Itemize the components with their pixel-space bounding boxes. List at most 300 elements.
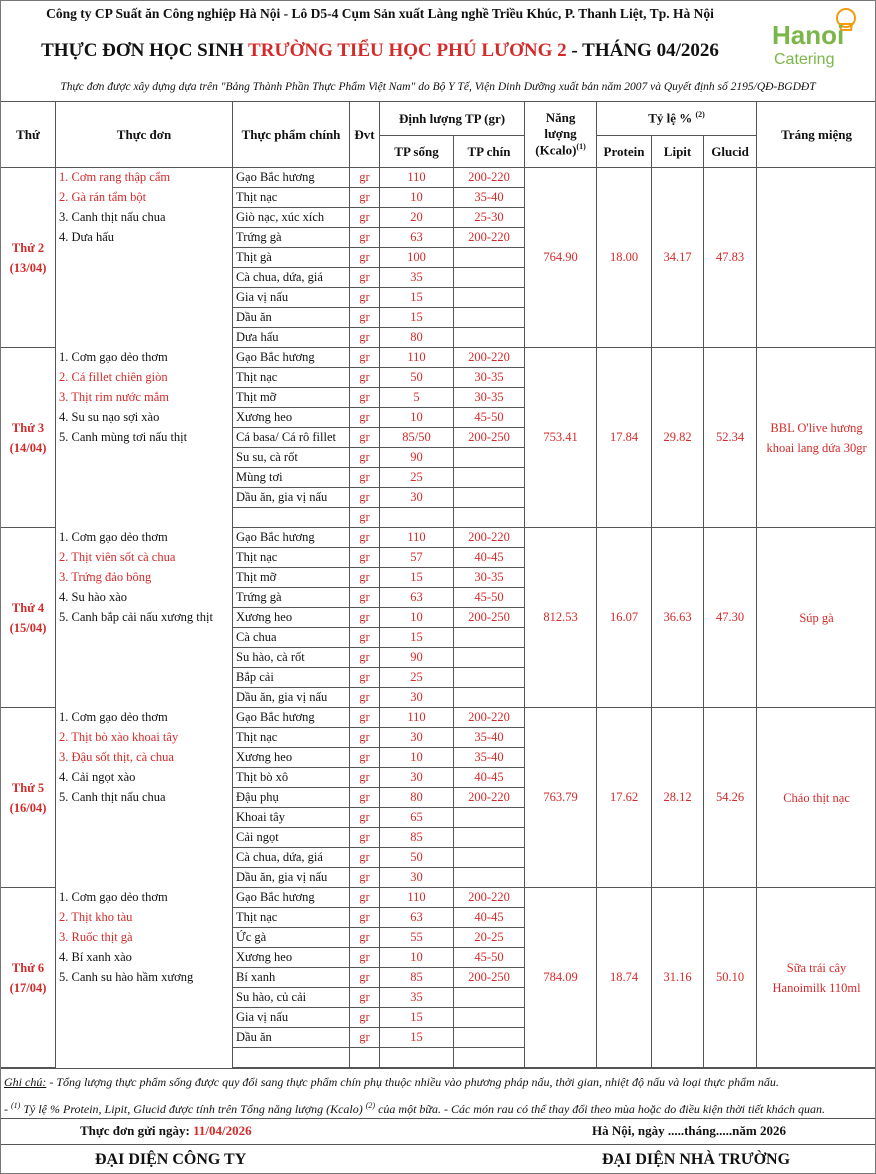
- table-row: [1, 708, 876, 728]
- ingredient-cell: [233, 1048, 350, 1068]
- raw-qty-cell: 110: [380, 348, 454, 368]
- col-ty-le: [597, 102, 757, 136]
- rep-school: ĐẠI DIỆN NHÀ TRƯỜNG: [602, 1151, 791, 1168]
- cooked-qty-cell: 35-40: [454, 188, 525, 208]
- dish-cell: [56, 268, 233, 288]
- place-date: Hà Nội, ngày .....tháng.....năm 2026: [592, 1123, 786, 1138]
- ingredient-cell: Thịt nạc: [233, 908, 350, 928]
- ingredient-cell: Gạo Bắc hương: [233, 888, 350, 908]
- ingredient-cell: Xương heo: [233, 608, 350, 628]
- dessert-cell: Sữa trái cây Hanoimilk 110ml: [757, 888, 876, 1068]
- unit-cell: gr: [350, 168, 380, 188]
- ingredient-cell: Dầu ăn, gia vị nấu: [233, 688, 350, 708]
- raw-qty-cell: 90: [380, 448, 454, 468]
- col-tp-chin: TP chín: [454, 136, 525, 168]
- col-nang-luong: [525, 102, 597, 168]
- col-nang-luong-label: Năng lượng (Kcalo): [535, 110, 577, 158]
- table-row: [1, 168, 876, 188]
- unit-cell: gr: [350, 768, 380, 788]
- cooked-qty-cell: 200-250: [454, 608, 525, 628]
- day-date: (16/04): [9, 800, 47, 815]
- day-cell: [1, 168, 56, 348]
- dessert-cell: [757, 168, 876, 348]
- dish-cell: 2. Thịt viên sốt cà chua: [56, 548, 233, 568]
- cooked-qty-cell: 200-220: [454, 528, 525, 548]
- raw-qty-cell: 15: [380, 1028, 454, 1048]
- raw-qty-cell: 10: [380, 608, 454, 628]
- ingredient-cell: Cải ngọt: [233, 828, 350, 848]
- col-nang-luong-sup: (1): [576, 142, 586, 152]
- dish-cell: 3. Thịt rim nước mắm: [56, 388, 233, 408]
- cooked-qty-cell: 30-35: [454, 568, 525, 588]
- ingredient-cell: Cá basa/ Cá rô fillet: [233, 428, 350, 448]
- subtitle-note: Thực đơn được xây dựng dựa trên "Bảng Thành Phần Thực Phẩm Việt Nam" do Bộ Y Tế, Viện Dinh Dưỡng xuất bản năm 2007 và Quyết định số 2195/QĐ-BGDĐT: [60, 81, 816, 93]
- cooked-qty-cell: [454, 828, 525, 848]
- raw-qty-cell: 10: [380, 188, 454, 208]
- ingredient-cell: Thịt gà: [233, 248, 350, 268]
- raw-qty-cell: 100: [380, 248, 454, 268]
- unit-cell: gr: [350, 728, 380, 748]
- raw-qty-cell: 30: [380, 688, 454, 708]
- ingredient-cell: Thịt mỡ: [233, 388, 350, 408]
- ingredient-cell: Xương heo: [233, 948, 350, 968]
- ingredient-cell: Mùng tơi: [233, 468, 350, 488]
- unit-cell: gr: [350, 508, 380, 528]
- ingredient-cell: Gạo Bắc hương: [233, 708, 350, 728]
- cooked-qty-cell: [454, 988, 525, 1008]
- note-2-prefix: -: [4, 1102, 11, 1116]
- dessert-cell: Súp gà: [757, 528, 876, 708]
- dish-cell: [56, 1008, 233, 1028]
- raw-qty-cell: 15: [380, 628, 454, 648]
- unit-cell: gr: [350, 888, 380, 908]
- dish-cell: 1. Cơm gạo dẻo thơm: [56, 708, 233, 728]
- protein-cell: 17.84: [597, 348, 652, 528]
- unit-cell: gr: [350, 1028, 380, 1048]
- unit-cell: gr: [350, 208, 380, 228]
- title-part1: THỰC ĐƠN HỌC SINH: [41, 40, 249, 61]
- ingredient-cell: Dầu ăn: [233, 1028, 350, 1048]
- cooked-qty-cell: 35-40: [454, 728, 525, 748]
- dessert-cell: Cháo thịt nạc: [757, 708, 876, 888]
- raw-qty-cell: 85: [380, 968, 454, 988]
- ingredient-cell: Dầu ăn: [233, 308, 350, 328]
- raw-qty-cell: 63: [380, 908, 454, 928]
- unit-cell: gr: [350, 968, 380, 988]
- cooked-qty-cell: 200-220: [454, 168, 525, 188]
- table-row: [1, 348, 876, 368]
- col-ty-le-sup: (2): [695, 110, 705, 120]
- unit-cell: gr: [350, 948, 380, 968]
- dish-cell: 5. Canh thịt nấu chua: [56, 788, 233, 808]
- cooked-qty-cell: 20-25: [454, 928, 525, 948]
- dessert-cell: BBL O'live hương khoai lang dứa 30gr: [757, 348, 876, 528]
- raw-qty-cell: 110: [380, 708, 454, 728]
- ingredient-cell: Trứng gà: [233, 588, 350, 608]
- col-lipit: Lipit: [652, 136, 704, 168]
- raw-qty-cell: 35: [380, 988, 454, 1008]
- dish-cell: 4. Su su nạo sợi xào: [56, 408, 233, 428]
- cooked-qty-cell: [454, 328, 525, 348]
- ingredient-cell: Su hào, cà rốt: [233, 648, 350, 668]
- raw-qty-cell: 25: [380, 468, 454, 488]
- unit-cell: gr: [350, 448, 380, 468]
- ingredient-cell: Giò nạc, xúc xích: [233, 208, 350, 228]
- cooked-qty-cell: [454, 648, 525, 668]
- day-date: (14/04): [9, 440, 47, 455]
- raw-qty-cell: 110: [380, 168, 454, 188]
- note-label: Ghi chú:: [4, 1075, 47, 1089]
- cooked-qty-cell: 45-50: [454, 408, 525, 428]
- col-thuc-pham: Thực phẩm chính: [233, 102, 350, 168]
- unit-cell: gr: [350, 388, 380, 408]
- cooked-qty-cell: 200-220: [454, 788, 525, 808]
- ingredient-cell: Ức gà: [233, 928, 350, 948]
- glucid-cell: 47.83: [704, 168, 757, 348]
- cooked-qty-cell: 25-30: [454, 208, 525, 228]
- sent-label: Thực đơn gửi ngày:: [80, 1123, 194, 1138]
- unit-cell: gr: [350, 308, 380, 328]
- unit-cell: gr: [350, 248, 380, 268]
- col-protein: Protein: [597, 136, 652, 168]
- cooked-qty-cell: 200-250: [454, 968, 525, 988]
- unit-cell: gr: [350, 688, 380, 708]
- logo-text-catering: Catering: [774, 51, 835, 68]
- unit-cell: gr: [350, 548, 380, 568]
- cooked-qty-cell: [454, 308, 525, 328]
- raw-qty-cell: 15: [380, 288, 454, 308]
- unit-cell: gr: [350, 288, 380, 308]
- raw-qty-cell: 5: [380, 388, 454, 408]
- raw-qty-cell: 10: [380, 408, 454, 428]
- ingredient-cell: Thịt nạc: [233, 728, 350, 748]
- raw-qty-cell: 50: [380, 848, 454, 868]
- col-tp-song: TP sống: [380, 136, 454, 168]
- ingredient-cell: Su hào, củ cải: [233, 988, 350, 1008]
- unit-cell: gr: [350, 328, 380, 348]
- ingredient-cell: Bí xanh: [233, 968, 350, 988]
- cooked-qty-cell: 200-250: [454, 428, 525, 448]
- lipit-cell: 28.12: [652, 708, 704, 888]
- dish-cell: 1. Cơm gạo dẻo thơm: [56, 888, 233, 908]
- dish-cell: 1. Cơm rang thập cẩm: [56, 168, 233, 188]
- dish-cell: [56, 468, 233, 488]
- raw-qty-cell: 50: [380, 368, 454, 388]
- cooked-qty-cell: 45-50: [454, 588, 525, 608]
- protein-cell: 16.07: [597, 528, 652, 708]
- ingredient-cell: Thịt nạc: [233, 548, 350, 568]
- energy-cell: 753.41: [525, 348, 597, 528]
- ingredient-cell: Su su, cà rốt: [233, 448, 350, 468]
- dish-cell: 4. Su hào xào: [56, 588, 233, 608]
- raw-qty-cell: 30: [380, 728, 454, 748]
- raw-qty-cell: 35: [380, 268, 454, 288]
- dish-cell: [56, 248, 233, 268]
- dish-cell: 4. Dưa hấu: [56, 228, 233, 248]
- col-trang-mieng: Tráng miệng: [757, 102, 876, 168]
- page-title: [0, 34, 760, 68]
- raw-qty-cell: 15: [380, 568, 454, 588]
- day-name: Thứ 4: [11, 600, 45, 615]
- day-cell: [1, 888, 56, 1068]
- glucid-cell: 47.30: [704, 528, 757, 708]
- note-1: [0, 1068, 876, 1094]
- col-ty-le-label: Tỷ lệ %: [648, 110, 693, 126]
- ingredient-cell: [233, 508, 350, 528]
- raw-qty-cell: 20: [380, 208, 454, 228]
- lipit-cell: 29.82: [652, 348, 704, 528]
- dish-cell: [56, 688, 233, 708]
- col-dinh-luong: Định lượng TP (gr): [380, 102, 525, 136]
- cooked-qty-cell: [454, 468, 525, 488]
- ingredient-cell: Thịt mỡ: [233, 568, 350, 588]
- hanoi-catering-logo: [764, 4, 872, 76]
- ingredient-cell: Thịt bò xô: [233, 768, 350, 788]
- unit-cell: gr: [350, 708, 380, 728]
- ingredient-cell: Gạo Bắc hương: [233, 168, 350, 188]
- logo-text-hanoi: Hanoi: [772, 20, 845, 50]
- raw-qty-cell: [380, 508, 454, 528]
- cooked-qty-cell: 200-220: [454, 888, 525, 908]
- raw-qty-cell: 25: [380, 668, 454, 688]
- cooked-qty-cell: [454, 448, 525, 468]
- unit-cell: gr: [350, 348, 380, 368]
- unit-cell: gr: [350, 928, 380, 948]
- cooked-qty-cell: [454, 1028, 525, 1048]
- ingredient-cell: Gia vị nấu: [233, 1008, 350, 1028]
- raw-qty-cell: 110: [380, 528, 454, 548]
- raw-qty-cell: 15: [380, 308, 454, 328]
- energy-cell: 764.90: [525, 168, 597, 348]
- cooked-qty-cell: [454, 808, 525, 828]
- raw-qty-cell: 65: [380, 808, 454, 828]
- unit-cell: gr: [350, 488, 380, 508]
- col-thu: Thứ: [1, 102, 56, 168]
- dish-cell: [56, 848, 233, 868]
- raw-qty-cell: 10: [380, 948, 454, 968]
- ingredient-cell: Bắp cải: [233, 668, 350, 688]
- unit-cell: gr: [350, 588, 380, 608]
- cooked-qty-cell: 45-50: [454, 948, 525, 968]
- col-thuc-don: Thực đơn: [56, 102, 233, 168]
- cooked-qty-cell: 200-220: [454, 348, 525, 368]
- dish-cell: 2. Thịt kho tàu: [56, 908, 233, 928]
- raw-qty-cell: 85: [380, 828, 454, 848]
- note-2-mid: Tỷ lệ % Protein, Lipit, Glucid được tính trên Tổng năng lượng (Kcalo): [20, 1102, 366, 1116]
- unit-cell: gr: [350, 988, 380, 1008]
- ingredient-cell: Dầu ăn, gia vị nấu: [233, 488, 350, 508]
- dish-cell: 5. Canh mùng tơi nấu thịt: [56, 428, 233, 448]
- raw-qty-cell: 80: [380, 328, 454, 348]
- protein-cell: 18.74: [597, 888, 652, 1068]
- dish-cell: [56, 668, 233, 688]
- cooked-qty-cell: [454, 868, 525, 888]
- ingredient-cell: Trứng gà: [233, 228, 350, 248]
- unit-cell: gr: [350, 848, 380, 868]
- cooked-qty-cell: [454, 628, 525, 648]
- day-cell: [1, 348, 56, 528]
- raw-qty-cell: 85/50: [380, 428, 454, 448]
- unit-cell: gr: [350, 808, 380, 828]
- unit-cell: gr: [350, 188, 380, 208]
- raw-qty-cell: 30: [380, 488, 454, 508]
- cooked-qty-cell: 40-45: [454, 908, 525, 928]
- raw-qty-cell: 10: [380, 748, 454, 768]
- title-part3: - THÁNG 04/2026: [566, 40, 719, 61]
- energy-cell: 763.79: [525, 708, 597, 888]
- dish-cell: [56, 628, 233, 648]
- dish-cell: 2. Cá fillet chiên giòn: [56, 368, 233, 388]
- note-2-rest: của một bữa. - Các món rau có thể thay đổi theo mùa hoặc do điều kiện thời tiết khách quan.: [375, 1102, 825, 1116]
- sent-date-value: 11/04/2026: [193, 1123, 252, 1138]
- unit-cell: gr: [350, 628, 380, 648]
- glucid-cell: 54.26: [704, 708, 757, 888]
- raw-qty-cell: 15: [380, 1008, 454, 1028]
- unit-cell: gr: [350, 668, 380, 688]
- col-glucid: Glucid: [704, 136, 757, 168]
- ingredient-cell: Gia vị nấu: [233, 288, 350, 308]
- ingredient-cell: Cà chua, dứa, giá: [233, 848, 350, 868]
- cooked-qty-cell: [454, 488, 525, 508]
- dish-cell: 2. Gà rán tẩm bột: [56, 188, 233, 208]
- raw-qty-cell: 55: [380, 928, 454, 948]
- sent-date: [80, 1119, 252, 1143]
- col-dvt: Đvt: [350, 102, 380, 168]
- day-cell: [1, 528, 56, 708]
- dish-cell: 5. Canh su hào hầm xương: [56, 968, 233, 988]
- dish-cell: 4. Bí xanh xào: [56, 948, 233, 968]
- raw-qty-cell: 80: [380, 788, 454, 808]
- cooked-qty-cell: [454, 848, 525, 868]
- dish-cell: [56, 988, 233, 1008]
- rep-company: ĐẠI DIỆN CÔNG TY: [95, 1151, 247, 1168]
- table-row: [1, 528, 876, 548]
- unit-cell: gr: [350, 528, 380, 548]
- raw-qty-cell: 30: [380, 868, 454, 888]
- ingredient-cell: Thịt nạc: [233, 188, 350, 208]
- table-row: [1, 888, 876, 908]
- unit-cell: gr: [350, 568, 380, 588]
- ingredient-cell: Cà chua: [233, 628, 350, 648]
- dish-cell: [56, 1028, 233, 1048]
- cooked-qty-cell: [454, 268, 525, 288]
- unit-cell: gr: [350, 228, 380, 248]
- menu-body: [1, 168, 876, 1068]
- raw-qty-cell: 110: [380, 888, 454, 908]
- cooked-qty-cell: [454, 288, 525, 308]
- dish-cell: 5. Canh bắp cải nấu xương thịt: [56, 608, 233, 628]
- lipit-cell: 34.17: [652, 168, 704, 348]
- ingredient-cell: Dầu ăn, gia vị nấu: [233, 868, 350, 888]
- unit-cell: gr: [350, 268, 380, 288]
- cooked-qty-cell: [454, 508, 525, 528]
- menu-table: [0, 101, 876, 1068]
- cooked-qty-cell: 40-45: [454, 548, 525, 568]
- lipit-cell: 31.16: [652, 888, 704, 1068]
- cooked-qty-cell: 30-35: [454, 368, 525, 388]
- energy-cell: 784.09: [525, 888, 597, 1068]
- raw-qty-cell: 90: [380, 648, 454, 668]
- unit-cell: gr: [350, 868, 380, 888]
- unit-cell: gr: [350, 1008, 380, 1028]
- unit-cell: [350, 1048, 380, 1068]
- dish-cell: [56, 308, 233, 328]
- dish-cell: [56, 1048, 233, 1068]
- unit-cell: gr: [350, 648, 380, 668]
- day-cell: [1, 708, 56, 888]
- protein-cell: 17.62: [597, 708, 652, 888]
- unit-cell: gr: [350, 608, 380, 628]
- protein-cell: 18.00: [597, 168, 652, 348]
- company-header: Công ty CP Suất ăn Công nghiệp Hà Nội - Lô D5-4 Cụm Sản xuất Làng nghề Triều Khúc, P. Thanh Liệt, Tp. Hà Nội: [46, 6, 714, 21]
- raw-qty-cell: 57: [380, 548, 454, 568]
- cooked-qty-cell: [454, 688, 525, 708]
- day-date: (15/04): [9, 620, 47, 635]
- ingredient-cell: Dưa hấu: [233, 328, 350, 348]
- cooked-qty-cell: 40-45: [454, 768, 525, 788]
- raw-qty-cell: 63: [380, 588, 454, 608]
- day-date: (13/04): [9, 260, 47, 275]
- cooked-qty-cell: [454, 248, 525, 268]
- glucid-cell: 50.10: [704, 888, 757, 1068]
- ingredient-cell: Khoai tây: [233, 808, 350, 828]
- ingredient-cell: Thịt nạc: [233, 368, 350, 388]
- dish-cell: 3. Canh thịt nấu chua: [56, 208, 233, 228]
- raw-qty-cell: 63: [380, 228, 454, 248]
- dish-cell: [56, 828, 233, 848]
- representatives-row: [0, 1144, 876, 1174]
- note-2-sup1: (1): [11, 1101, 21, 1110]
- cooked-qty-cell: 30-35: [454, 388, 525, 408]
- dish-cell: [56, 288, 233, 308]
- dish-cell: 1. Cơm gạo dẻo thơm: [56, 348, 233, 368]
- unit-cell: gr: [350, 428, 380, 448]
- cooked-qty-cell: 35-40: [454, 748, 525, 768]
- dish-cell: 3. Trứng đảo bông: [56, 568, 233, 588]
- note-2: [0, 1094, 876, 1118]
- cooked-qty-cell: [454, 1048, 525, 1068]
- note-2-sup2: (2): [365, 1101, 376, 1110]
- dish-cell: [56, 808, 233, 828]
- dish-cell: [56, 868, 233, 888]
- cooked-qty-cell: 200-220: [454, 228, 525, 248]
- note-1-text: - Tổng lượng thực phẩm sống được quy đổi sang thực phẩm chín phụ thuộc nhiều vào phương pháp nấu, thời gian, nhiệt độ nấu và loại thực phẩm nấu.: [46, 1075, 779, 1089]
- ingredient-cell: Gạo Bắc hương: [233, 348, 350, 368]
- raw-qty-cell: 30: [380, 768, 454, 788]
- day-name: Thứ 6: [11, 960, 45, 975]
- unit-cell: gr: [350, 908, 380, 928]
- glucid-cell: 52.34: [704, 348, 757, 528]
- sent-row: [0, 1118, 876, 1142]
- dish-cell: [56, 648, 233, 668]
- dish-cell: 3. Ruốc thịt gà: [56, 928, 233, 948]
- ingredient-cell: Xương heo: [233, 748, 350, 768]
- unit-cell: gr: [350, 828, 380, 848]
- unit-cell: gr: [350, 368, 380, 388]
- day-name: Thứ 2: [11, 240, 45, 255]
- dish-cell: 1. Cơm gạo dẻo thơm: [56, 528, 233, 548]
- dish-cell: [56, 448, 233, 468]
- dish-cell: 3. Đậu sốt thịt, cà chua: [56, 748, 233, 768]
- ingredient-cell: Gạo Bắc hương: [233, 528, 350, 548]
- energy-cell: 812.53: [525, 528, 597, 708]
- unit-cell: gr: [350, 788, 380, 808]
- dish-cell: 2. Thịt bò xào khoai tây: [56, 728, 233, 748]
- ingredient-cell: Cà chua, dứa, giá: [233, 268, 350, 288]
- unit-cell: gr: [350, 408, 380, 428]
- ingredient-cell: Đậu phụ: [233, 788, 350, 808]
- raw-qty-cell: [380, 1048, 454, 1068]
